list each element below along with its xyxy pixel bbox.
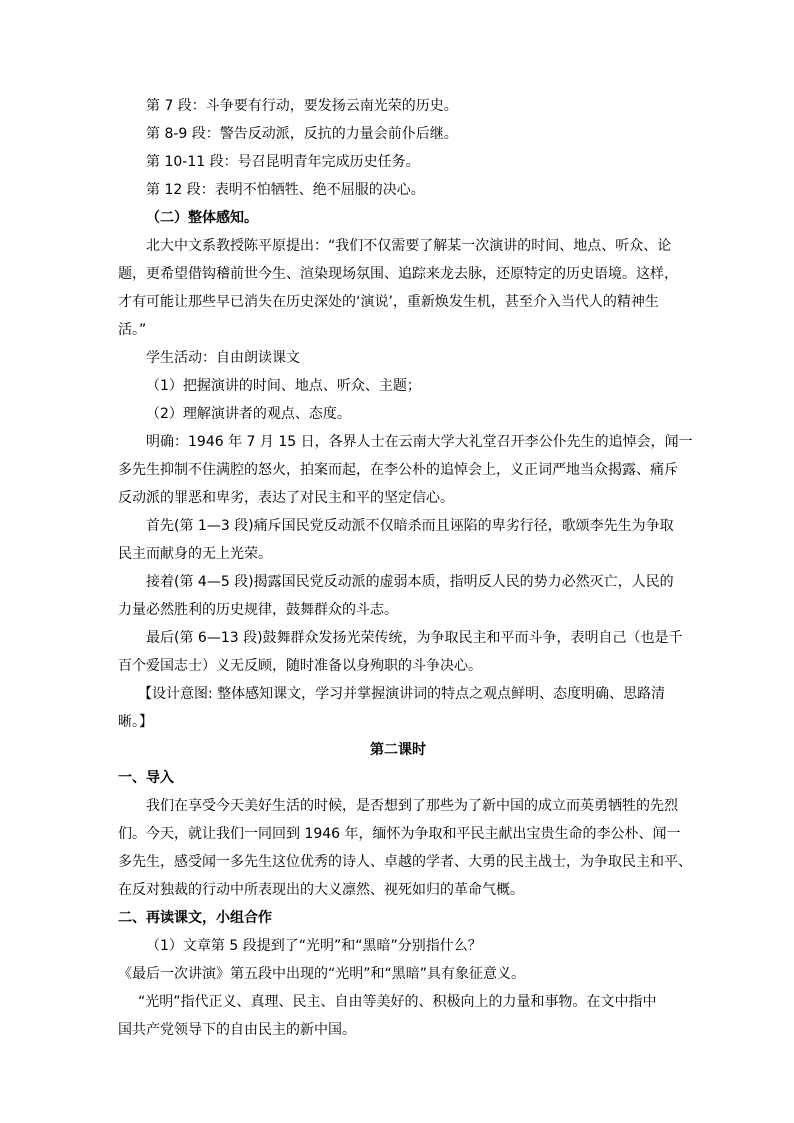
section-heading: 一、导入	[118, 770, 174, 786]
paragraph-line: 我们在享受今天美好生活的时候，是否想到了那些为了新中国的成立而英勇牺牲的先烈	[146, 798, 678, 814]
design-intent-line: 【设计意图: 整体感知课文，学习并掌握演讲词的特点之观点鲜明、态度明确、思路清	[138, 686, 666, 702]
paragraph-line: 北大中文系教授陈平原提出：“我们不仅需要了解某一次演讲的时间、地点、听众、论	[146, 238, 672, 254]
paragraph-line: 第 8-9 段：警告反动派，反抗的力量会前仆后继。	[146, 126, 458, 142]
design-intent-line: 晰。】	[118, 714, 153, 730]
paragraph-line: 题，更希望借钩稽前世今生、渲染现场氛围、追踪来龙去脉，还原特定的历史语境。这样，	[118, 266, 678, 282]
paragraph-line: 力量必然胜利的历史规律，鼓舞群众的斗志。	[118, 602, 398, 618]
lesson-title: 第二课时	[370, 742, 426, 758]
paragraph-line: 多先生抑制不住满腔的怒火，拍案而起，在李公朴的追悼会上，义正词严地当众揭露、痛斥	[118, 462, 678, 478]
paragraph-line: 第 7 段：斗争要有行动，要发扬云南光荣的历史。	[146, 98, 458, 114]
paragraph-line: 们。今天，就让我们一同回到 1946 年，缅怀为争取和平民主献出宝贵生命的李公朴、闻一	[118, 826, 681, 842]
paragraph-line: 在反对独裁的行动中所表现出的大义凛然、视死如归的革命气概。	[118, 882, 524, 898]
paragraph-line: 民主而献身的无上光荣。	[118, 546, 272, 562]
section-heading: （二）整体感知。	[146, 210, 258, 226]
paragraph-line: 百个爱国志士）义无反顾，随时准备以身殉职的斗争决心。	[118, 658, 482, 674]
section-heading: 二、再读课文，小组合作	[118, 910, 272, 926]
paragraph-line: 国共产党领导下的自由民主的新中国。	[118, 1022, 356, 1038]
paragraph-line: 才有可能让那些早已消失在历史深处的‘演说’，重新焕发生机，甚至介入当代人的精神生	[118, 294, 659, 310]
paragraph-line: “光明”指代正义、真理、民主、自由等美好的、积极向上的力量和事物。在文中指中	[138, 994, 657, 1010]
question-line: （1）文章第 5 段提到了“光明”和“黑暗”分别指什么？	[146, 938, 482, 954]
paragraph-line: 第 10-11 段：号召昆明青年完成历史任务。	[146, 154, 420, 170]
paragraph-line: 学生活动：自由朗读课文	[146, 350, 300, 366]
document-body	[118, 92, 693, 1044]
paragraph-line: 最后(第 6—13 段)鼓舞群众发扬光荣传统，为争取民主和平而斗争，表明自己（也是千	[146, 630, 683, 646]
paragraph-line: 明确：1946 年 7 月 15 日，各界人士在云南大学大礼堂召开李公仆先生的追悼会，闻一	[146, 434, 693, 450]
paragraph-line: 多先生，感受闻一多先生这位优秀的诗人、卓越的学者、大勇的民主战士，为争取民主和平、	[118, 854, 692, 870]
paragraph-line: 首先(第 1—3 段)痛斥国民党反动派不仅暗杀而且诬陷的卑劣行径，歌颂李先生为争取	[146, 518, 674, 534]
paragraph-line: 反动派的罪恶和卑劣，表达了对民主和平的坚定信心。	[118, 490, 454, 506]
paragraph-line: 活。”	[118, 322, 147, 338]
list-item: （2）理解演讲者的观点、态度。	[146, 406, 351, 422]
paragraph-line: 第 12 段：表明不怕牺牲、绝不屈服的决心。	[146, 182, 425, 198]
paragraph-line: 接着(第 4—5 段)揭露国民党反动派的虚弱本质，指明反人民的势力必然灭亡，人民的	[146, 574, 674, 590]
paragraph-line: 《最后一次讲演》第五段中出现的“光明”和“黑暗”具有象征意义。	[118, 966, 526, 982]
list-item: （1）把握演讲的时间、地点、听众、主题；	[146, 378, 421, 394]
